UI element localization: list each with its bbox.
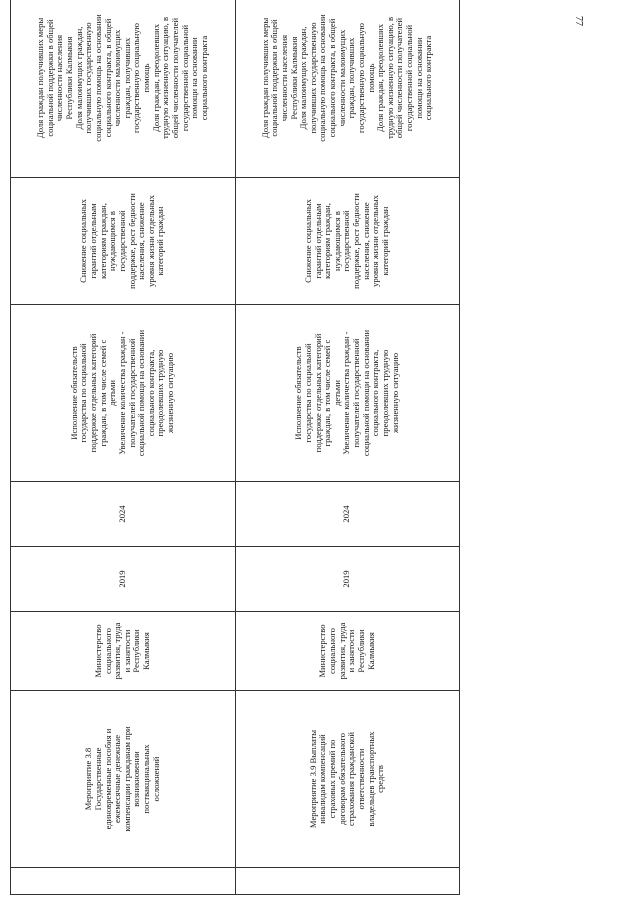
expected-result-1: Исполнение обязательств государства по социальной поддержке отдельных категорий граждан, в том числе семей с детьми [68, 333, 118, 453]
event-name: Мероприятие 3.9 Выплаты инвалидам компенсаций страховых премий по договорам обязательного страхования гражданской ответственности владельцев транспортных средств [307, 729, 386, 829]
end-year: 2024 [341, 505, 352, 523]
start-year-cell [11, 547, 236, 612]
expected-result-1: Исполнение обязательств государства по социальной поддержке отдельных категорий граждан, в том числе семей с детьми [293, 333, 342, 453]
indicator-3: Доля граждан, преодолевших трудную жизненную ситуацию, в общей численности получателей государственной социальной помощи на основании социального контракта [375, 16, 434, 140]
expected-result-2: Увеличение количества граждан - получателей государственной социальной помощи на основании социального контракта, преодолевших трудную жизненную ситуацию [116, 329, 176, 457]
row-leading-cell [11, 868, 236, 895]
start-year: 2019 [341, 570, 352, 588]
executor-cell [11, 612, 236, 691]
indicator-2: Доля малоимущих граждан, получивших государственную социальную помощь на основании социального контракта, в общей численности малоимущих граждан, получивших государственную социальную помощь [73, 14, 151, 142]
table-row [235, 0, 460, 895]
expected-result-2: Увеличение количества граждан - получателей государственной социальной помощи на основании социального контракта, преодолевших трудную жизненную ситуацию [341, 329, 400, 457]
consequences-cell [11, 178, 236, 305]
page-number: 77 [573, 16, 584, 26]
executor-name: Министерство социального развития, труда и занятости Республики Калмыкия [92, 622, 151, 680]
consequences-cell [235, 178, 460, 305]
row-leading-cell [235, 868, 460, 895]
indicator-3: Доля граждан, преодолевших трудную жизненную ситуацию, в общей численности получателей государственной социальной помощи на основании социального контракта [150, 16, 209, 140]
consequences-text: Снижение социальных гарантий отдельным категориям граждан, нуждающимся в государственной поддержке, рост бедности населения, снижение уровня жизни отдельных категорий граждан [78, 193, 166, 289]
event-name: Мероприятие 3.8 Государственные единовременные пособия и ежемесячные денежные компенсации гражданам при возникновении поствакцинальных осложнений [83, 726, 161, 832]
start-year: 2019 [116, 570, 127, 588]
event-cell [235, 691, 460, 868]
executor-cell [235, 612, 460, 691]
indicator-1: Доля граждан получивших меры социальной поддержки в общей численности населения Республики Калмыкия [35, 17, 74, 139]
end-year-cell [235, 482, 460, 547]
executor-name: Министерство социального развития, труда и занятости Республики Калмыкия [317, 622, 376, 680]
measures-table [10, 0, 460, 895]
event-cell [11, 691, 236, 868]
end-year: 2024 [116, 505, 127, 523]
table-row [11, 0, 236, 895]
indicator-1: Доля граждан получивших меры социальной поддержки в общей численности населения Республики Калмыкия [259, 17, 299, 139]
indicators-cell [11, 0, 236, 178]
consequences-text: Снижение социальных гарантий отдельным категориям граждан, нуждающимся в государственной поддержке, рост бедности населения, снижение уровня жизни отдельных категорий граждан [302, 193, 390, 289]
expected-result-cell [11, 305, 236, 482]
start-year-cell [235, 547, 460, 612]
end-year-cell [11, 482, 236, 547]
rotated-table-wrapper [10, 14, 460, 895]
indicators-cell [235, 0, 460, 178]
expected-result-cell [235, 305, 460, 482]
indicator-2: Доля малоимущих граждан, получивших государственную социальную помощь на основании социального контракта, в общей численности малоимущих граждан, получивших государственную социальную помощь [298, 14, 376, 142]
